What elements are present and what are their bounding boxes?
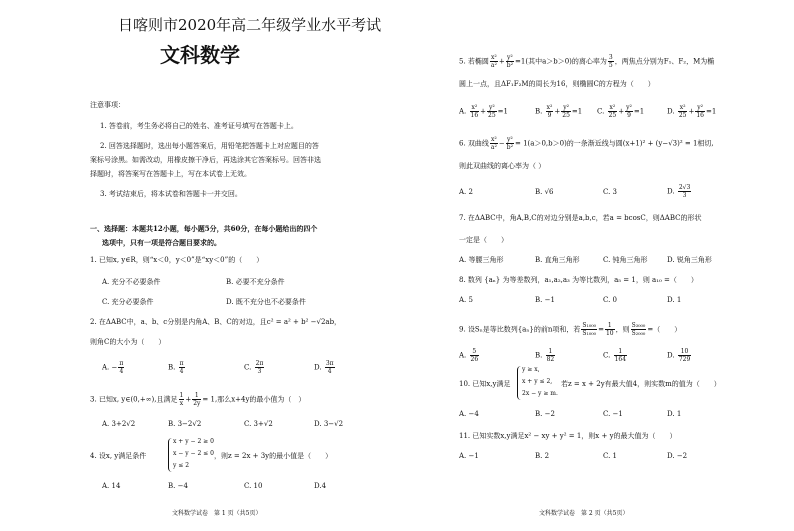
q11-option-b: B. 2 <box>535 452 550 460</box>
q10-option-a: A. −4 <box>459 410 479 418</box>
note-2-line-2: 案标号涂黑。如需改动，用橡皮擦干净后，再选涂其它答案标号。回答非选 <box>90 156 321 164</box>
q3-stem: 3. 已知x, y∈(0,+∞),且满足 $\frac{1}{x}$ + $\frac{1}{2y}$ = 1,那么x+4y的最小值为（ ） <box>90 392 306 407</box>
q7-option-a: A. 等腰三角形 <box>459 256 504 264</box>
q4-option-b: B. −4 <box>168 482 188 490</box>
q10-constraint-2: x + y ≤ 2, <box>522 378 553 385</box>
q11-option-a: A. −1 <box>459 452 479 460</box>
q5-stem-line-2: 圆上一点，且ΔF₁F₂M的周长为16，则椭圆C的方程为（ ） <box>459 80 655 88</box>
footer-page-2: 文科数学试卷 第 2 页（共5页） <box>539 510 629 517</box>
q7-option-c: C. 钝角三角形 <box>603 256 648 264</box>
q4-constraint-3: y ≤ 2 <box>173 462 190 469</box>
q4-option-c: C. 10 <box>244 482 263 490</box>
q9-stem: 9. 设Sₙ是等比数列{aₙ}的前n项和，若 $\frac{\text{S₁₀₀₀}}{\text{S₁₀₀₀}}$ = $\frac{1}{10}$ ，则 $\frac{\text{S₃₀₀₀}}{\text{S₂₀₀₀}}$ =（ ） <box>459 322 682 337</box>
q7-option-b: B. 直角三角形 <box>535 256 580 264</box>
q10-constraint-1: y ≥ x, <box>522 366 540 373</box>
q2-stem-line-1: 2. 在ΔABC中，a、b、c分别是内角A、B、C的对边，且c² = a² + b² −√2ab， <box>90 318 342 326</box>
q2-stem-line-2: 则角C的大小为（ ） <box>90 338 166 346</box>
note-1: 1. 答卷前，考生务必将自己的姓名、准考证号填写在答题卡上。 <box>100 122 298 130</box>
q5-stem-line-1: 5. 若椭圆 $\frac{\text{x²}}{\text{a²}}$ + $\frac{\text{y²}}{\text{b²}}$ =1(其中a＞b＞0)的离心率为 $\frac{3}{5}$ ，两焦点分别为F₁、F₂，M为椭 <box>459 54 715 69</box>
q3-option-b: B. 3−2√2 <box>168 420 202 428</box>
q8-stem: 8. 数列 {aₙ} 为等差数列，a₁,a₂,a₃ 为等比数列，a₅ = 1，则 a₁₀ =（ ） <box>459 276 698 284</box>
q6-option-b: B. √6 <box>535 188 554 196</box>
q8-option-d: D. 1 <box>667 296 682 304</box>
note-2-line-3: 择题时，将答案写在答题卡上，写在本试卷上无效。 <box>90 170 251 178</box>
q6-stem-line-2: 则此双曲线的离心率为（ ） <box>459 162 546 170</box>
q2-option-d: D. $\frac{3\pi}{4}$ <box>314 360 334 375</box>
q6-option-d: D. $\frac{2√3}{3}$ <box>667 184 691 199</box>
q4-option-d: D.4 <box>314 482 327 490</box>
q4-option-a: A. 14 <box>102 482 121 490</box>
page-right <box>397 0 794 531</box>
q2-option-a: A. − $\frac{\pi}{4}$ <box>102 360 124 375</box>
q3-option-c: C. 3+√2 <box>244 420 273 428</box>
note-2-line-1: 2. 回答选择题时，选出每小题答案后，用铅笔把答题卡上对应题目的答 <box>100 142 319 150</box>
q10-stem-tail: 若z = x + 2y有最大值4，则实数m的值为（ ） <box>561 380 721 388</box>
q6-option-c: C. 3 <box>603 188 618 196</box>
q3-option-d: D. 3−√2 <box>314 420 344 428</box>
q2-option-c: C. $\frac{2\pi}{3}$ <box>244 360 264 375</box>
q4-constraint-2: x − y − 2 ≤ 0 <box>173 450 214 457</box>
section-title-line-2: 选项中，只有一项是符合题目要求的。 <box>102 238 221 247</box>
q6-stem-line-1: 6. 双曲线 $\frac{\text{x²}}{\text{a²}}$ − $\frac{\text{y²}}{\text{b²}}$ = 1(a＞0,b＞0)的一条渐近线与圆(x+1)² + (y−√3)² = 1相切, <box>459 136 714 151</box>
q2-option-b: B. $\frac{\pi}{4}$ <box>168 360 184 375</box>
q10-constraint-3: 2x − y ≥ m. <box>522 390 558 397</box>
q10-option-d: D. 1 <box>667 410 682 418</box>
note-3: 3. 考试结束后，将本试卷和答题卡一并交回。 <box>100 190 242 198</box>
q6-option-a: A. 2 <box>459 188 473 196</box>
notes-heading: 注意事项： <box>90 101 125 109</box>
q11-option-c: C. 1 <box>603 452 618 460</box>
q8-option-b: B. −1 <box>535 296 555 304</box>
q1-option-b: B. 必要不充分条件 <box>226 278 285 286</box>
q4-stem-lead: 4. 设x, y满足条件 <box>90 452 147 460</box>
q8-option-a: A. 5 <box>459 296 473 304</box>
q4-stem-tail: ，则z = 2x + 3y的最小值是（ ） <box>214 452 333 460</box>
q10-option-b: B. −2 <box>535 410 555 418</box>
q5-option-c: C. $\frac{\text{x²}}{25}$ + $\frac{\text{y²}}{9}$ =1 <box>597 104 645 119</box>
q8-option-c: C. 0 <box>603 296 618 304</box>
q9-option-a: A. $\frac{5}{26}$ <box>459 348 479 363</box>
q10-stem-lead: 10. 已知x,y满足 <box>459 380 511 388</box>
q3-option-a: A. 3+2√2 <box>102 420 136 428</box>
q9-option-b: B. $\frac{1}{82}$ <box>535 348 555 363</box>
q4-constraint-1: x + y − 2 ≥ 0 <box>173 438 214 445</box>
q1-option-a: A. 充分不必要条件 <box>102 278 161 286</box>
q5-option-b: B. $\frac{\text{x²}}{9}$ + $\frac{\text{y²}}{25}$ =1 <box>535 104 583 119</box>
q1-stem: 1. 已知x, y∈R，则“x＜0，y＜0”是“xy＜0”的（ ） <box>90 256 264 264</box>
q5-option-a: A. $\frac{\text{x²}}{16}$ + $\frac{\text{y²}}{25}$ =1 <box>459 104 508 119</box>
q9-option-c: C. $\frac{1}{164}$ <box>603 348 627 363</box>
q11-stem: 11. 已知实数x,y满足x² − xy + y² = 1，则x + y的最大值为（ ） <box>459 432 677 440</box>
section-title-line-1: 一、选择题：本题共12小题，每小题5分，共60分，在每小题给出的四个 <box>90 224 318 233</box>
q7-stem-line-2: 一定是（ ） <box>459 236 508 244</box>
q11-option-d: D. −2 <box>667 452 688 460</box>
q10-option-c: C. −1 <box>603 410 623 418</box>
q7-option-d: D. 锐角三角形 <box>667 256 712 264</box>
q7-stem-line-1: 7. 在ΔABC中，角A,B,C的对边分别是a,b,c，若a = bcosC，则ΔABC的形状 <box>459 214 702 222</box>
q9-option-d: D. $\frac{10}{729}$ <box>667 348 691 363</box>
q1-option-c: C. 充分必要条件 <box>102 298 154 306</box>
q5-option-d: D. $\frac{\text{x²}}{25}$ + $\frac{\text{y²}}{16}$ =1 <box>667 104 717 119</box>
footer-page-1: 文科数学试卷 第 1 页（共5页） <box>172 510 262 517</box>
q1-option-d: D. 既不充分也不必要条件 <box>226 298 306 306</box>
exam-title: 日喀则市2020年高二年级学业水平考试 <box>118 16 382 34</box>
subject-title: 文科数学 <box>160 43 240 67</box>
